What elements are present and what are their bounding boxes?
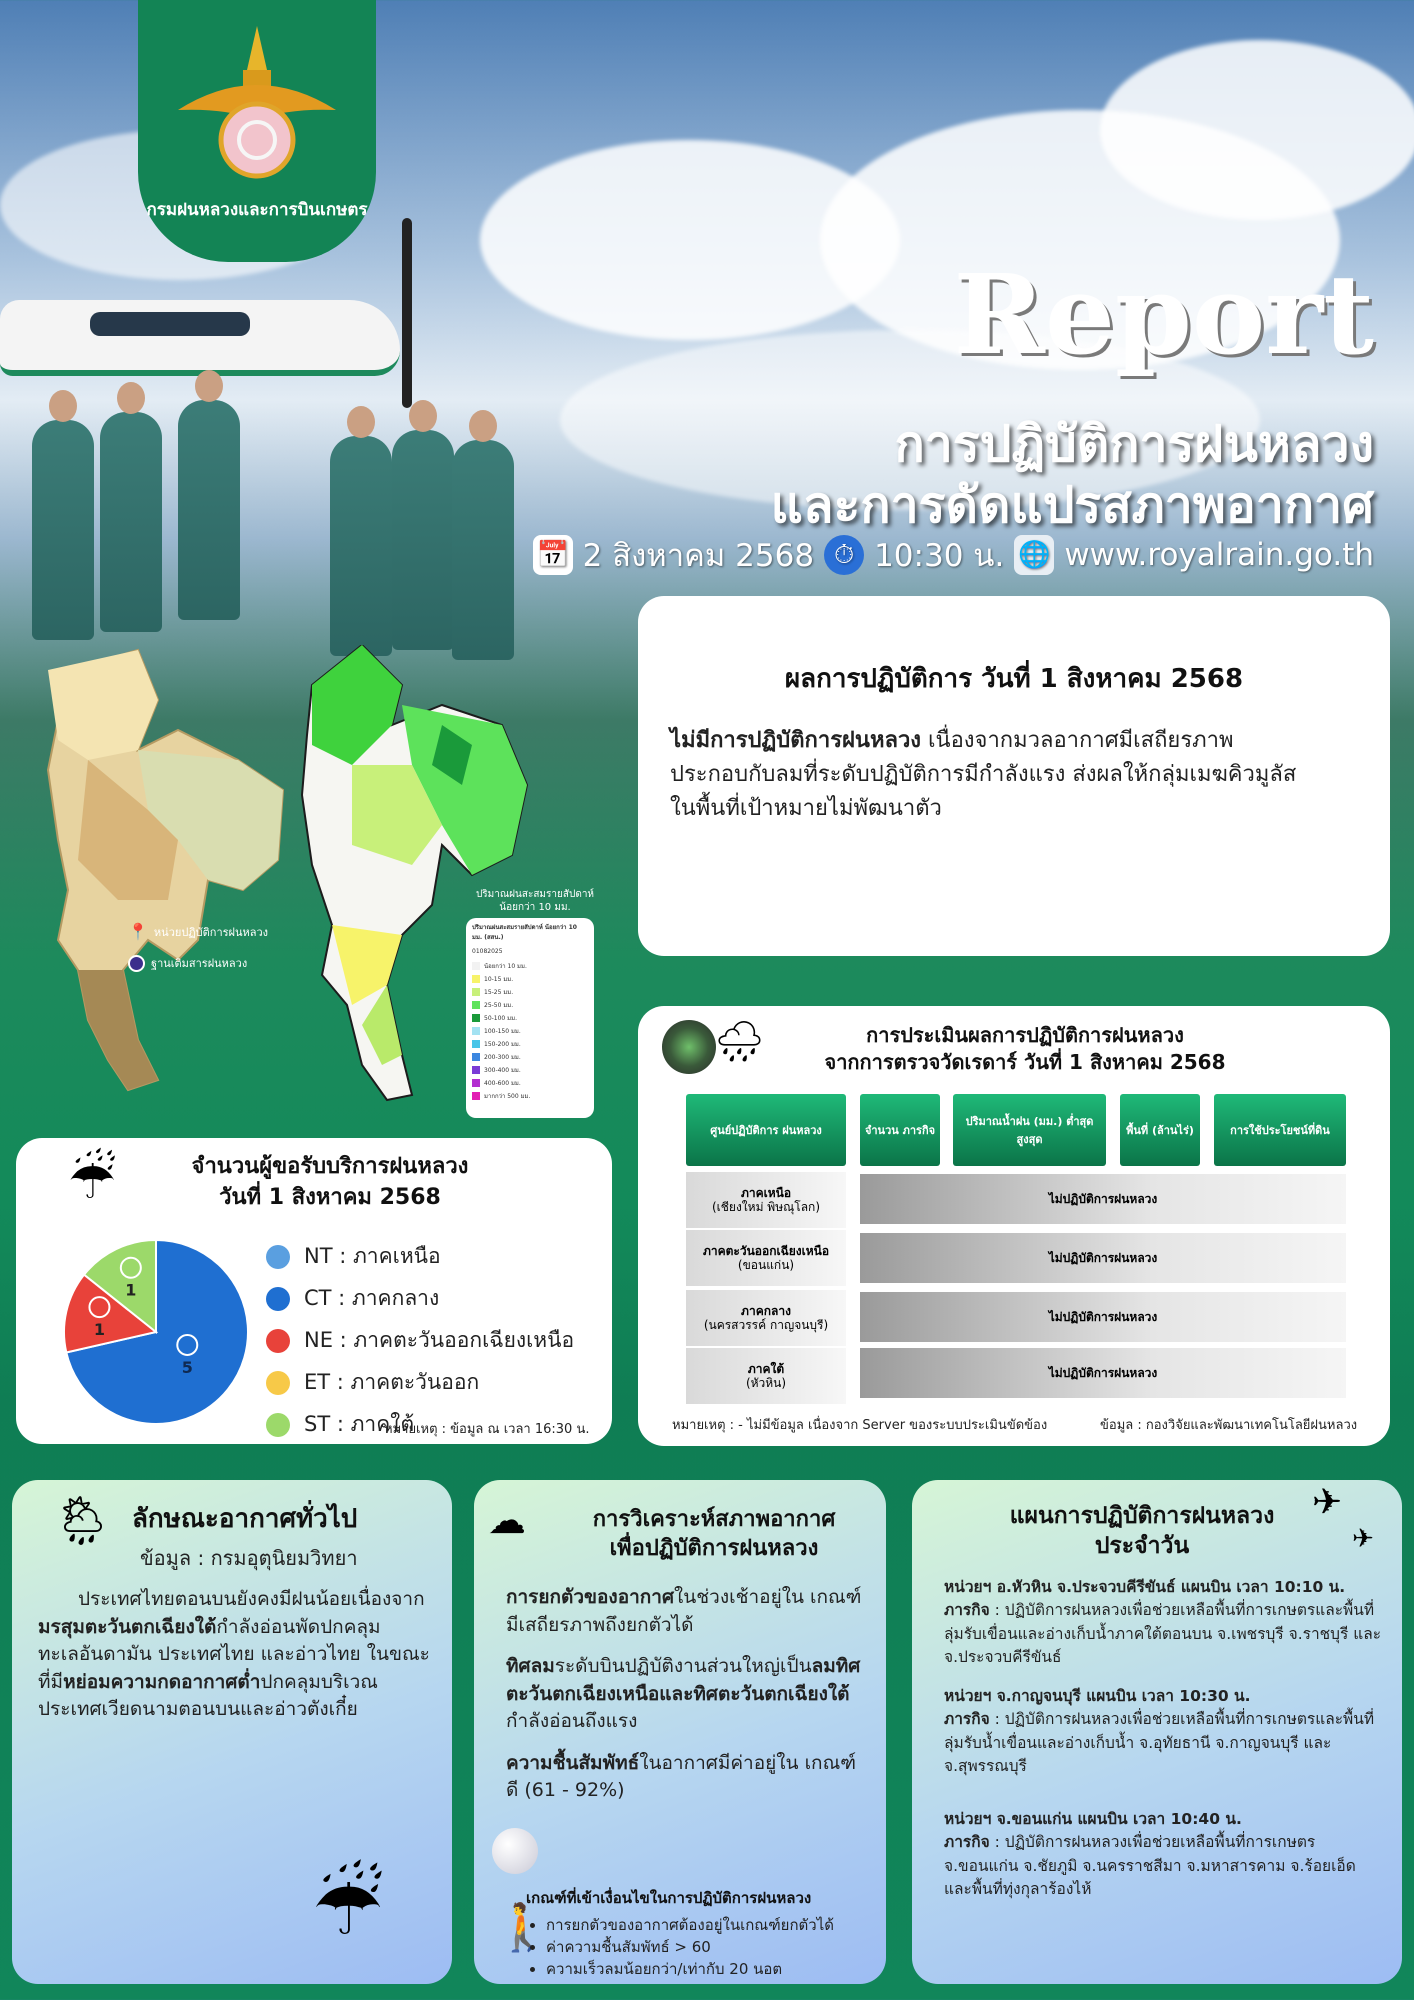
date-time-line bbox=[533, 530, 1374, 580]
rain-legend-box: ปริมาณฝนสะสมรายสัปดาห์ น้อยกว่า 10 มม. (สสน.) 01082025 น้อยกว่า 10 มม. 10-15 มม. 15-25 มม. 25-50 มม. 50-100 มม. 100-150 มม. 150-200 มม. 200-300 มม. 300-400 มม. 400-600 มม. มากกว่า 500 มม. bbox=[466, 918, 594, 1118]
balloon-person-icon: 🚶 bbox=[494, 1900, 552, 1954]
rain-level-item bbox=[472, 1037, 588, 1050]
criteria-item: • ความเร็วลมน้อยกว่า/เท่ากับ 20 นอต bbox=[546, 1959, 906, 1981]
weather-globe-icon: 🌦 bbox=[52, 1493, 113, 1549]
rain-level-item bbox=[472, 998, 588, 1011]
table-row-value: ไม่ปฏิบัติการฝนหลวง bbox=[860, 1292, 1346, 1342]
weather-text: ประเทศไทยตอนบนยังคงมีฝนน้อยเนื่องจาก มรสุมตะวันตกเฉียงใต้กำลังอ่อนพัดปกคลุม ทะเลอันดามัน ประเทศไทย และอ่าวไทย ในขณะ ที่มีหย่อมความกดอากาศต่ำปกคลุมบริเวณ ประเทศเวียดนามตอนบนและอ่าวตังเกี๋ย bbox=[38, 1588, 430, 1721]
radar-note: หมายเหตุ : - ไม่มีข้อมูล เนื่องจาก Server ของระบบประเมินขัดข้อง bbox=[672, 1418, 1048, 1433]
report-time: 10:30 น. bbox=[874, 538, 1005, 574]
rain-level-swatch bbox=[472, 1079, 480, 1087]
col-header-area: พื้นที่ (ล้านไร่) bbox=[1120, 1094, 1200, 1166]
table-row-label: ภาคตะวันออกเฉียงเหนือ (ขอนแก่น) bbox=[686, 1230, 846, 1286]
web-icon: 🌐 bbox=[1014, 535, 1054, 575]
rain-level-label: 50-100 มม. bbox=[484, 1014, 517, 1022]
table-row-value: ไม่ปฏิบัติการฝนหลวง bbox=[860, 1348, 1346, 1398]
weather-balloon-icon bbox=[492, 1828, 538, 1874]
criteria-item: • การยกตัวของอากาศต้องอยู่ในเกณฑ์ยกตัวได้ bbox=[546, 1915, 906, 1937]
rain-level-item bbox=[472, 1011, 588, 1024]
legend-item-ne: NE : ภาคตะวันออกเฉียงเหนือ bbox=[266, 1324, 574, 1357]
map-legend-unit: 📍 หน่วยปฏิบัติการฝนหลวง bbox=[128, 922, 269, 941]
requests-note: หมายเหตุ : ข้อมูล ณ เวลา 16:30 น. bbox=[384, 1422, 590, 1437]
rain-level-swatch bbox=[472, 1053, 480, 1061]
map-legend-base: ฐานเติมสารฝนหลวง bbox=[128, 954, 247, 972]
rain-level-swatch bbox=[472, 1040, 480, 1048]
rain-level-swatch bbox=[472, 1001, 480, 1009]
rain-level-swatch bbox=[472, 1027, 480, 1035]
requests-title: จำนวนผู้ขอรับบริการฝนหลวง วันที่ 1 สิงหาคม 2568 bbox=[191, 1154, 469, 1210]
radar-title: การประเมินผลการปฏิบัติการฝนหลวง จากการตรวจวัดเรดาร์ วันที่ 1 สิงหาคม 2568 bbox=[824, 1023, 1226, 1074]
airplane-icon: ✈ bbox=[1312, 1482, 1343, 1523]
rain-level-label: 25-50 มม. bbox=[484, 1001, 514, 1009]
rain-level-label: 400-600 มม. bbox=[484, 1079, 521, 1087]
rain-level-item bbox=[472, 959, 588, 972]
rain-umbrella-icon: ☔ bbox=[312, 1860, 384, 1953]
rain-level-item bbox=[472, 1076, 588, 1089]
plan-unit: หน่วยฯ จ.กาญจนบุรี แผนบิน เวลา 10:30 น. ภารกิจ : ปฏิบัติการฝนหลวงเพื่อช่วยเหลือพื้นที่การเกษตรและพื้นที่ลุ่มรับน้ำเขื่อนและอ่างเก็บน้ำ จ.อุทัยธานี จ.กาญจนบุรี และ จ.สุพรรณบุรี bbox=[944, 1687, 1375, 1775]
website-link[interactable]: www.royalrain.go.th bbox=[1064, 537, 1374, 573]
rain-map-title: ปริมาณฝนสะสมรายสัปดาห์ น้อยกว่า 10 มม. bbox=[475, 889, 595, 913]
rain-level-label: 300-400 มม. bbox=[484, 1066, 521, 1074]
calendar-icon: 📅 bbox=[533, 535, 573, 575]
legend-item-et: ET : ภาคตะวันออก bbox=[266, 1366, 574, 1399]
pie-value-label: 1 bbox=[125, 1280, 137, 1300]
rain-level-label: มากกว่า 500 มม. bbox=[484, 1092, 531, 1100]
airplane-icon: ✈ bbox=[1352, 1524, 1374, 1554]
analysis-title: การวิเคราะห์สภาพอากาศ เพื่อปฏิบัติการฝนหลวง bbox=[592, 1507, 836, 1561]
base-icon bbox=[128, 955, 145, 972]
rain-level-label: น้อยกว่า 10 มม. bbox=[484, 962, 527, 970]
weather-source: ข้อมูล : กรมอุตุนิยมวิทยา bbox=[140, 1546, 358, 1570]
col-header-landuse: การใช้ประโยชน์ที่ดิน bbox=[1214, 1094, 1346, 1166]
report-heading: Report bbox=[953, 250, 1374, 379]
rain-level-item bbox=[472, 1024, 588, 1037]
rain-level-swatch bbox=[472, 1066, 480, 1074]
rain-level-label: 200-300 มม. bbox=[484, 1053, 521, 1061]
rain-level-item bbox=[472, 985, 588, 998]
result-title: ผลการปฏิบัติการ วันที่ 1 สิงหาคม 2568 bbox=[784, 664, 1244, 694]
sky-cloud bbox=[1100, 40, 1414, 220]
plan-unit: หน่วยฯ จ.ขอนแก่น แผนบิน เวลา 10:40 น. ภารกิจ : ปฏิบัติการฝนหลวงเพื่อช่วยเหลือพื้นที่การเกษตร จ.ขอนแก่น จ.ชัยภูมิ จ.นครราชสีมา จ.มหาสารคาม จ.ร้อยเอ็ด และพื้นที่ทุ่งกุลาร้องไห้ bbox=[944, 1810, 1356, 1898]
rain-level-swatch bbox=[472, 1092, 480, 1100]
operations-unit-map bbox=[28, 640, 298, 1100]
rain-level-item bbox=[472, 1050, 588, 1063]
report-date: 2 สิงหาคม 2568 bbox=[582, 538, 815, 574]
legend-item-st: ST : ภาคใต้ bbox=[266, 1408, 574, 1441]
title-line-2: และการดัดแปรสภาพอากาศ bbox=[770, 475, 1374, 534]
rain-level-swatch bbox=[472, 962, 480, 970]
rain-level-swatch bbox=[472, 975, 480, 983]
rain-level-swatch bbox=[472, 1014, 480, 1022]
rain-level-label: 100-150 มม. bbox=[484, 1027, 521, 1035]
pie-value-label: 5 bbox=[181, 1357, 193, 1377]
criteria-item: • ค่าความชื้นสัมพัทธ์ > 60 bbox=[546, 1937, 906, 1959]
umbrella-cloud-icon: ☔ bbox=[68, 1148, 117, 1211]
plan-units bbox=[944, 1576, 1384, 1901]
table-row-value: ไม่ปฏิบัติการฝนหลวง bbox=[860, 1174, 1346, 1224]
table-row-label: ภาคเหนือ (เชียงใหม่ พิษณุโลก) bbox=[686, 1172, 846, 1228]
radar-source: ข้อมูล : กองวิจัยและพัฒนาเทคโนโลยีฝนหลวง bbox=[1100, 1418, 1358, 1433]
title-line-1: การปฏิบัติการฝนหลวง bbox=[894, 414, 1374, 473]
pin-icon: 📍 bbox=[128, 922, 148, 941]
rain-level-label: 150-200 มม. bbox=[484, 1040, 521, 1048]
rain-level-item bbox=[472, 972, 588, 985]
rain-level-label: 15-25 มม. bbox=[484, 988, 514, 996]
rain-level-list bbox=[472, 959, 588, 1102]
rain-level-item bbox=[472, 1089, 588, 1102]
analysis-text: การยกตัวของอากาศในช่วงเช้าอยู่ใน เกณฑ์มีเสถียรภาพถึงยกตัวได้ ทิศลมระดับบินปฏิบัติงานส่วนใหญ่เป็นลมทิศตะวันตกเฉียงเหนือและทิศตะวันตกเฉียงใต้กำลังอ่อนถึงแรง ความชื้นสัมพัทธ์ในอากาศมีค่าอยู่ใน เกณฑ์ดี (61 - 92%) bbox=[506, 1586, 862, 1802]
department-logo bbox=[138, 0, 376, 262]
weather-title: ลักษณะอากาศทั่วไป bbox=[132, 1504, 358, 1534]
daily-plan-panel bbox=[912, 1480, 1402, 1984]
rain-level-item bbox=[472, 1063, 588, 1076]
plan-unit: หน่วยฯ อ.หัวหิน จ.ประจวบคีรีขันธ์ แผนบิน เวลา 10:10 น. ภารกิจ : ปฏิบัติการฝนหลวงเพื่อช่วยเหลือพื้นที่การเกษตรและพื้นที่ลุ่มรับเขื่อนและอ่างเก็บน้ำภาคใต้ตอนบน จ.เพชรบุรี จ.ราชบุรี และ จ.ประจวบคีรีขันธ์ bbox=[944, 1578, 1382, 1666]
table-row-value: ไม่ปฏิบัติการฝนหลวง bbox=[860, 1233, 1346, 1283]
pie-value-label: 1 bbox=[93, 1320, 106, 1340]
col-header-rainfall: ปริมาณน้ำฝน (มม.) ต่ำสุด สูงสุด bbox=[953, 1094, 1106, 1166]
rain-level-label: 10-15 มม. bbox=[484, 975, 514, 983]
table-row-label: ภาคกลาง (นครสวรรค์ กาญจนบุรี) bbox=[686, 1290, 846, 1346]
criteria-list bbox=[524, 1915, 906, 1980]
radar-icon bbox=[662, 1020, 716, 1074]
clock-icon: ⏱ bbox=[824, 535, 864, 575]
rain-cloud-icon: 🌧 bbox=[714, 1019, 765, 1065]
col-header-center: ศูนย์ปฏิบัติการ ฝนหลวง bbox=[686, 1094, 846, 1166]
cloud-clock-icon: ☁ bbox=[488, 1498, 526, 1542]
plan-title: แผนการปฏิบัติการฝนหลวง ประจำวัน bbox=[1009, 1503, 1275, 1559]
criteria-title: เกณฑ์ที่เข้าเงื่อนไขในการปฏิบัติการฝนหลวง bbox=[526, 1889, 812, 1907]
analysis-panel bbox=[474, 1480, 886, 1984]
table-row-label: ภาคใต้ (หัวหิน) bbox=[686, 1348, 846, 1404]
logo-text: กรมฝนหลวงและการบินเกษตร bbox=[146, 200, 368, 220]
legend-item-nt: NT : ภาคเหนือ bbox=[266, 1240, 574, 1273]
legend-item-ct: CT : ภาคกลาง bbox=[266, 1282, 574, 1315]
result-card bbox=[638, 596, 1390, 956]
rain-level-swatch bbox=[472, 988, 480, 996]
col-header-missions: จำนวน ภารกิจ bbox=[860, 1094, 940, 1166]
requests-pie-chart bbox=[56, 1232, 256, 1432]
result-body: ไม่มีการปฏิบัติการฝนหลวง เนื่องจากมวลอากาศมีเสถียรภาพ ประกอบกับลมที่ระดับปฏิบัติการมีกำลังแรง ส่งผลให้กลุ่มเมฆคิวมูลัส ในพื้นที่เป้าหมายไม่พัฒนาตัว bbox=[670, 728, 1297, 822]
weather-panel bbox=[12, 1480, 452, 1984]
